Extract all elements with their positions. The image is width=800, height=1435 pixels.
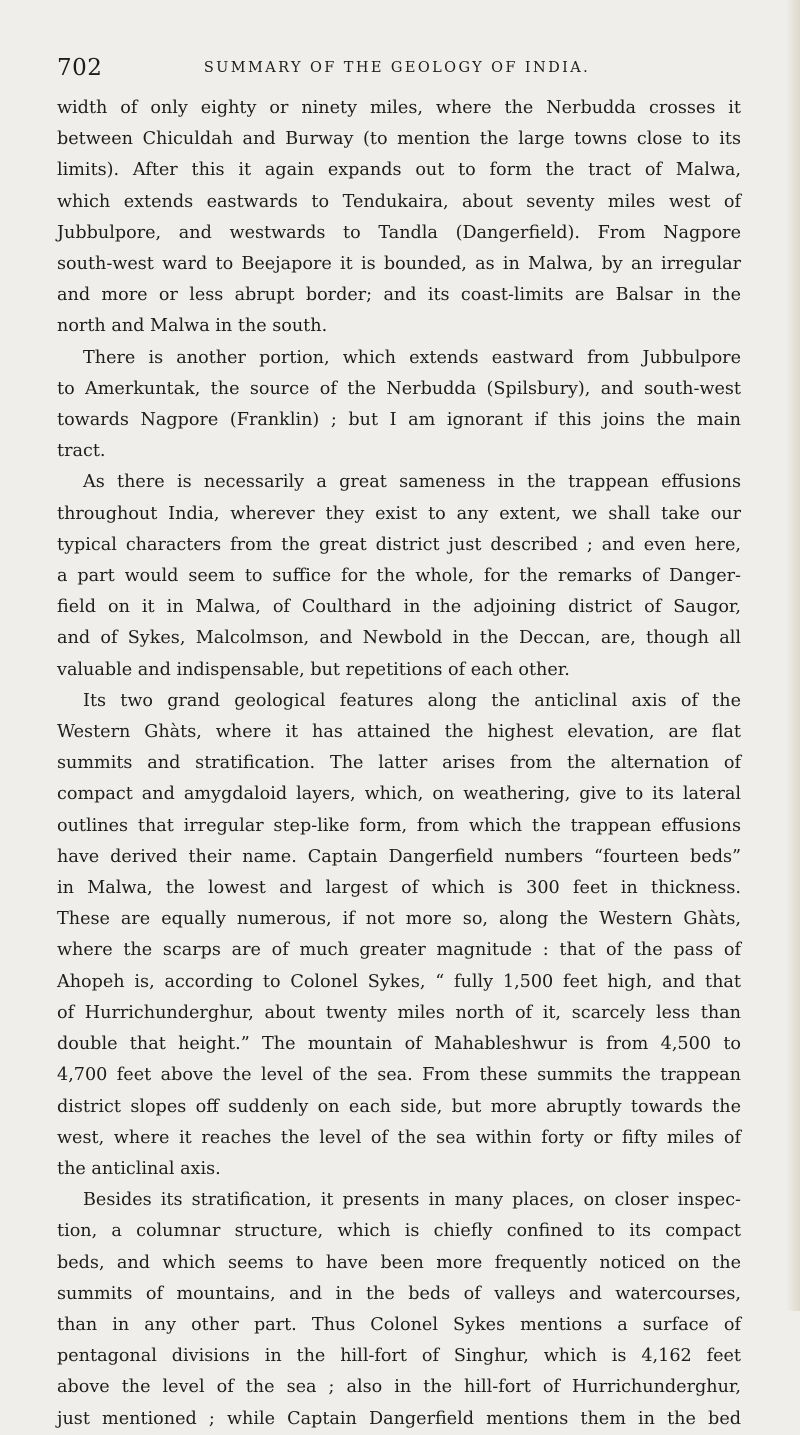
text-line: Western Ghàts, where it has attained the highest elevation, are flat	[57, 722, 741, 743]
text-line: the anticlinal axis.	[57, 1158, 221, 1179]
text-line: width of only eighty or ninety miles, where the Nerbudda crosses it	[57, 98, 741, 118]
text-line: tion, a columnar structure, which is chiefly confined to its compact	[57, 1221, 741, 1242]
text-line: limits). After this it again expands out to form the tract of Malwa,	[57, 160, 741, 181]
text-line: field on it in Malwa, of Coulthard in the adjoining district of Saugor,	[57, 597, 741, 618]
text-line: summits and stratification. The latter arises from the alternation of	[57, 753, 741, 774]
text-line: which extends eastwards to Tendukaira, about seventy miles west of	[57, 191, 741, 212]
text-line: and of Sykes, Malcolmson, and Newbold in the Deccan, are, though all	[57, 628, 741, 649]
text-line: throughout India, wherever they exist to any extent, we shall take our	[57, 503, 741, 524]
text-line: and more or less abrupt border; and its coast-limits are Balsar in the	[57, 285, 741, 306]
text-line: above the level of the sea ; also in the hill-fort of Hurrichunderghur,	[57, 1377, 741, 1398]
text-line: These are equally numerous, if not more so, along the Western Ghàts,	[57, 909, 741, 930]
text-line: 4,700 feet above the level of the sea. From these summits the trappean	[57, 1065, 741, 1086]
text-line: south-west ward to Beejapore it is bounded, as in Malwa, by an irregular	[57, 254, 741, 275]
text-line: beds, and which seems to have been more frequently noticed on the	[57, 1252, 741, 1273]
page-edge-shadow	[786, 0, 800, 1311]
text-line: Its two grand geological features along the anticlinal axis of the	[83, 690, 741, 711]
paragraph	[57, 93, 741, 343]
text-line: summits of mountains, and in the beds of valleys and watercourses,	[57, 1283, 741, 1304]
text-line: Besides its stratification, it presents in many places, on closer inspec-	[83, 1190, 741, 1211]
paragraph	[57, 343, 741, 468]
text-line: valuable and indispensable, but repetitions of each other.	[57, 659, 570, 680]
text-line: just mentioned ; while Captain Dangerfield mentions them in the bed	[57, 1408, 741, 1429]
text-line: have derived their name. Captain Dangerfield numbers “fourteen beds”	[57, 846, 741, 867]
text-line: in Malwa, the lowest and largest of which is 300 feet in thickness.	[57, 878, 741, 899]
text-line: to Amerkuntak, the source of the Nerbudda (Spilsbury), and south-west	[57, 378, 741, 399]
text-line: typical characters from the great district just described ; and even here,	[57, 534, 741, 555]
paragraph	[57, 467, 741, 685]
text-line: double that height.” The mountain of Mahableshwur is from 4,500 to	[57, 1034, 741, 1055]
text-line: Ahopeh is, according to Colonel Sykes, “ fully 1,500 feet high, and that	[57, 971, 741, 992]
text-line: north and Malwa in the south.	[57, 316, 328, 337]
page-number: 702	[57, 55, 103, 81]
text-line: pentagonal divisions in the hill-fort of Singhur, which is 4,162 feet	[57, 1346, 741, 1367]
page-header	[57, 55, 737, 85]
text-line: than in any other part. Thus Colonel Sykes mentions a surface of	[57, 1314, 741, 1335]
text-line: Jubbulpore, and westwards to Tandla (Dangerfield). From Nagpore	[57, 222, 741, 243]
body-text	[57, 93, 741, 1435]
text-line: district slopes off suddenly on each side, but more abruptly towards the	[57, 1096, 741, 1117]
text-line: towards Nagpore (Franklin) ; but I am ignorant if this joins the main	[57, 410, 741, 431]
text-line: tract.	[57, 441, 106, 462]
paragraph	[57, 686, 741, 1185]
text-line: between Chiculdah and Burway (to mention the large towns close to its	[57, 129, 741, 150]
text-line: west, where it reaches the level of the sea within forty or fifty miles of	[57, 1127, 741, 1148]
text-line: compact and amygdaloid layers, which, on weathering, give to its lateral	[57, 784, 741, 805]
text-line: There is another portion, which extends eastward from Jubbulpore	[83, 347, 741, 368]
text-line: of Hurrichunderghur, about twenty miles north of it, scarcely less than	[57, 1002, 741, 1023]
text-line: where the scarps are of much greater magnitude : that of the pass of	[57, 940, 741, 961]
text-line: outlines that irregular step-like form, from which the trappean effusions	[57, 815, 741, 836]
text-line: a part would seem to suffice for the whole, for the remarks of Danger-	[57, 566, 741, 587]
running-title: SUMMARY OF THE GEOLOGY OF INDIA.	[203, 60, 591, 76]
text-line: As there is necessarily a great sameness in the trappean effusions	[83, 472, 741, 493]
paragraph	[57, 1185, 741, 1435]
